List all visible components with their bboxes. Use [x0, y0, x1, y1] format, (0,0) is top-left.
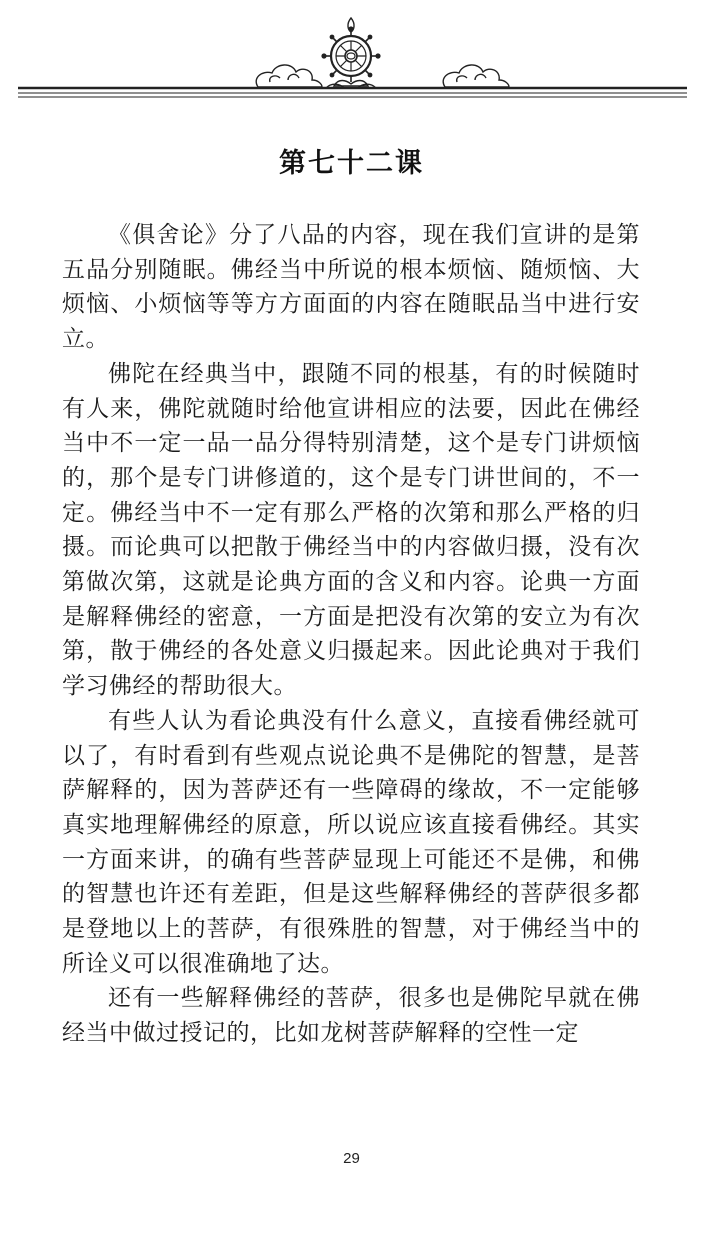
body-text [62, 218, 640, 1051]
left-cloud-ornament [256, 65, 322, 87]
lesson-title: 第七十二课 [279, 148, 424, 179]
paragraph: 有些人认为看论典没有什么意义，直接看佛经就可以了，有时看到有些观点说论典不是佛陀的智慧，是菩萨解释的，因为菩萨还有一些障碍的缘故，不一定能够真实地理解佛经的原意，所以说应该直接看佛经。其实一方面来讲，的确有些菩萨显现上可能还不是佛，和佛的智慧也许还有差距，但是这些解释佛经的菩萨很多都是登地以上的菩萨，有很殊胜的智慧，对于佛经当中的所诠义可以很准确地了达。 [62, 707, 640, 977]
page-number: 29 [343, 1150, 360, 1167]
header-rule [18, 88, 687, 97]
right-cloud-ornament [443, 65, 509, 87]
paragraph: 还有一些解释佛经的菩萨，很多也是佛陀早就在佛经当中做过授记的，比如龙树菩萨解释的空性一定 [62, 985, 640, 1047]
header-ornament [0, 0, 703, 110]
dharma-wheel-icon [321, 18, 380, 88]
paragraph: 《俱舍论》分了八品的内容，现在我们宣讲的是第五品分别随眠。佛经当中所说的根本烦恼、随烦恼、大烦恼、小烦恼等等方方面面的内容在随眠品当中进行安立。 [62, 222, 640, 353]
paragraph: 佛陀在经典当中，跟随不同的根基，有的时候随时有人来，佛陀就随时给他宣讲相应的法要，因此在佛经当中不一定一品一品分得特别清楚，这个是专门讲烦恼的，那个是专门讲修道的，这个是专门讲世间的，不一定。佛经当中不一定有那么严格的次第和那么严格的归摄。而论典可以把散于佛经当中的内容做归摄，没有次第做次第，这就是论典方面的含义和内容。论典一方面是解释佛经的密意，一方面是把没有次第的安立为有次第，散于佛经的各处意义归摄起来。因此论典对于我们学习佛经的帮助很大。 [62, 360, 640, 700]
